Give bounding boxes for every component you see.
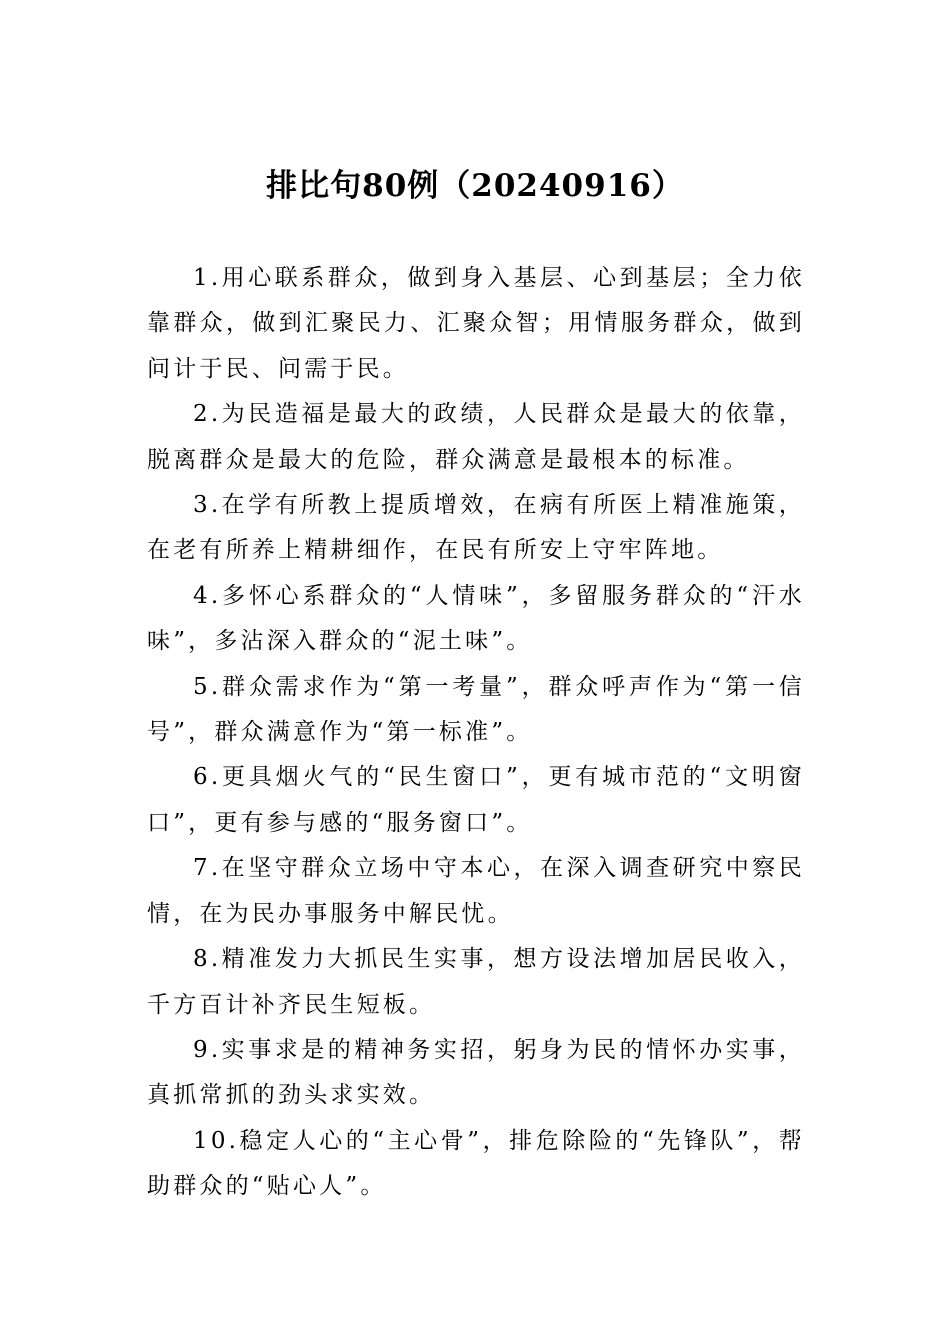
paragraph-8: 8.精准发力大抓民生实事，想方设法增加居民收入，千方百计补齐民生短板。 [147,946,805,1018]
paragraph-1: 1.用心联系群众，做到身入基层、心到基层；全力依靠群众，做到汇聚民力、汇聚众智；用情服务群众，做到问计于民、问需于民。 [147,265,805,382]
paragraph-7: 7.在坚守群众立场中守本心，在深入调查研究中察民情，在为民办事服务中解民忧。 [147,855,805,927]
paragraph-10: 10.稳定人心的“主心骨”，排危除险的“先锋队”，帮助群众的“贴心人”。 [147,1127,805,1200]
document-body [147,256,805,1210]
paragraph-9: 9.实事求是的精神务实招，躬身为民的情怀办实事，真抓常抓的劲头求实效。 [147,1036,805,1109]
paragraph-2: 2.为民造福是最大的政绩，人民群众是最大的依靠，脱离群众是最大的危险，群众满意是最根本的标准。 [147,401,805,473]
paragraph-4: 4.多怀心系群众的“人情味”，多留服务群众的“汗水味”，多沾深入群众的“泥土味”。 [147,582,805,655]
document-title: 排比句80例（20240916） [266,168,684,204]
paragraph-6: 6.更具烟火气的“民生窗口”，更有城市范的“文明窗口”，更有参与感的“服务窗口”。 [147,764,805,836]
paragraph-5: 5.群众需求作为“第一考量”，群众呼声作为“第一信号”，群众满意作为“第一标准”。 [147,673,805,746]
paragraph-3: 3.在学有所教上提质增效，在病有所医上精准施策，在老有所养上精耕细作，在民有所安上守牢阵地。 [147,492,805,564]
